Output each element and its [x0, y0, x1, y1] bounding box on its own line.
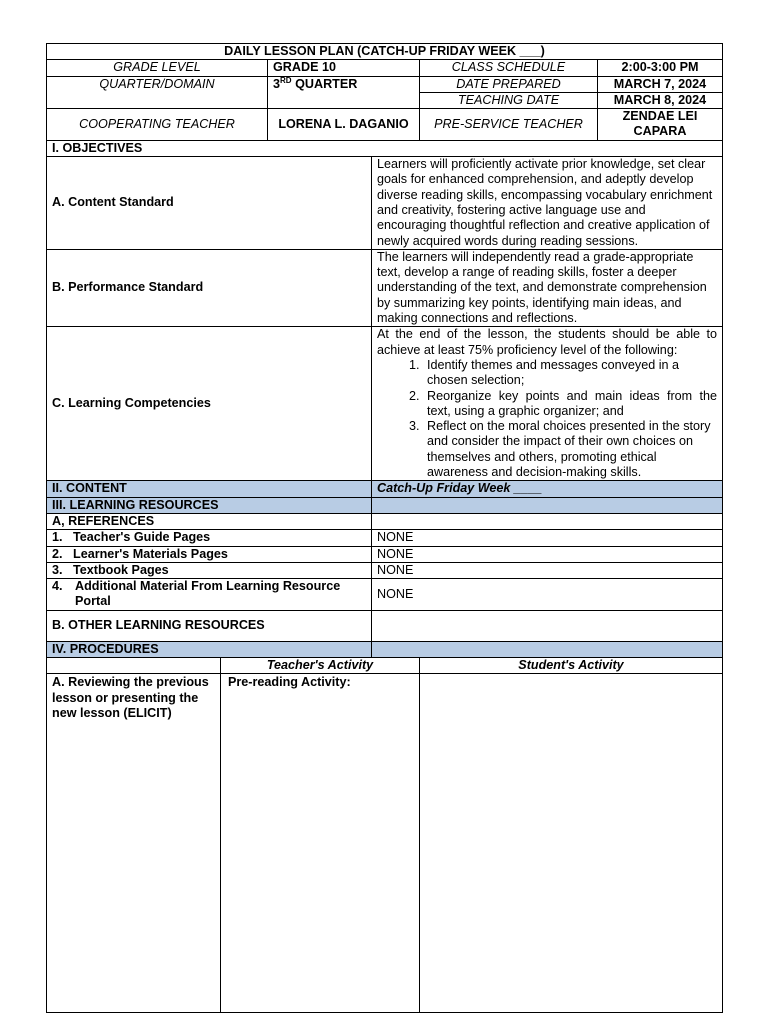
resource-item-label: [47, 562, 372, 578]
competencies-list: [377, 358, 717, 480]
resource-item-value: NONE: [372, 562, 723, 578]
class-schedule-label: CLASS SCHEDULE: [420, 60, 598, 76]
cooperating-teacher-label: COOPERATING TEACHER: [47, 109, 268, 141]
references-label: A, REFERENCES: [47, 513, 372, 529]
competency-item: 1. Identify themes and messages conveyed in a chosen selection;: [423, 358, 717, 389]
class-schedule-value: 2:00-3:00 PM: [598, 60, 723, 76]
quarter-suffix: RD: [280, 76, 292, 85]
competency-item: 3. Reflect on the moral choices presented in the story and consider the impact of their own choices on themselves and others, promoting ethical awareness and decision-making skills.: [423, 419, 717, 480]
resource-item-name: Textbook Pages: [73, 562, 169, 577]
competency-item: 2. Reorganize key points and main ideas from the text, using a graphic organizer; and: [423, 389, 717, 420]
resource-item-label: [47, 546, 372, 562]
procedures-blank-header: [47, 658, 221, 674]
teaching-date-label: TEACHING DATE: [420, 92, 598, 108]
review-teacher-activity: Pre-reading Activity:: [221, 674, 420, 1013]
resource-item-number: 2.: [52, 546, 63, 561]
competencies-cell: [372, 327, 723, 481]
performance-standard-text: The learners will independently read a grade-appropriate text, develop a range of reading skills, foster a deeper understanding of the text, and demonstrate comprehension by summarizing key points, identifying main ideas, and making connections and reflections.: [372, 249, 723, 326]
lesson-plan-table: [46, 43, 723, 1013]
resources-heading: III. LEARNING RESOURCES: [47, 497, 372, 513]
teacher-activity-header: Teacher's Activity: [221, 658, 420, 674]
teaching-date-value: MARCH 8, 2024: [598, 92, 723, 108]
preservice-teacher-label: PRE-SERVICE TEACHER: [420, 109, 598, 141]
quarter-label: QUARTER/DOMAIN: [47, 76, 268, 109]
quarter-value: [268, 76, 420, 109]
lesson-plan-page: [46, 43, 722, 1013]
resource-item-label: [47, 579, 372, 611]
resources-heading-blank: [372, 497, 723, 513]
competencies-label: C. Learning Competencies: [47, 327, 372, 481]
content-heading: II. CONTENT: [47, 481, 372, 497]
review-student-activity: [420, 674, 723, 1013]
resource-item-number: 1.: [52, 530, 63, 545]
resource-item-number: 3.: [52, 562, 63, 577]
quarter-number: 3: [273, 76, 281, 91]
objectives-heading: I. OBJECTIVES: [47, 140, 723, 156]
content-standard-text: Learners will proficiently activate prior knowledge, set clear goals for enhanced comprehension, and adeptly develop diverse reading skills, encompassing vocabulary enrichment and creativity, fostering active language use and encouraging thoughtful reflection and creative application of newly acquired words during reading sessions.: [372, 157, 723, 250]
resource-item-value: NONE: [372, 530, 723, 546]
performance-standard-label: B. Performance Standard: [47, 249, 372, 326]
quarter-word: QUARTER: [295, 76, 358, 91]
resource-item-name: Teacher's Guide Pages: [73, 530, 211, 545]
resource-item-name: Learner's Materials Pages: [73, 546, 228, 561]
resource-item-name: Additional Material From Learning Resource Portal: [75, 579, 341, 609]
content-standard-label: A. Content Standard: [47, 157, 372, 250]
date-prepared-label: DATE PREPARED: [420, 76, 598, 92]
grade-level-value: GRADE 10: [268, 60, 420, 76]
other-resources-value: [372, 610, 723, 641]
preservice-teacher-value: ZENDAE LEI CAPARA: [598, 109, 723, 141]
grade-level-label: GRADE LEVEL: [47, 60, 268, 76]
date-prepared-value: MARCH 7, 2024: [598, 76, 723, 92]
procedures-heading-blank: [372, 641, 723, 657]
resource-item-value: NONE: [372, 579, 723, 611]
resource-item-value: NONE: [372, 546, 723, 562]
resource-item-number: 4.: [52, 579, 63, 594]
competencies-intro: At the end of the lesson, the students should be able to achieve at least 75% proficiency level of the following:: [377, 327, 717, 357]
cooperating-teacher-value: LORENA L. DAGANIO: [268, 109, 420, 141]
content-value: Catch-Up Friday Week ____: [372, 481, 723, 497]
student-activity-header: Student's Activity: [420, 658, 723, 674]
page-title: DAILY LESSON PLAN (CATCH-UP FRIDAY WEEK ___): [47, 44, 723, 60]
procedures-heading: IV. PROCEDURES: [47, 641, 372, 657]
references-value: [372, 513, 723, 529]
other-resources-label: B. OTHER LEARNING RESOURCES: [47, 610, 372, 641]
resource-item-label: [47, 530, 372, 546]
review-lesson-label: A. Reviewing the previous lesson or presenting the new lesson (ELICIT): [47, 674, 221, 1013]
